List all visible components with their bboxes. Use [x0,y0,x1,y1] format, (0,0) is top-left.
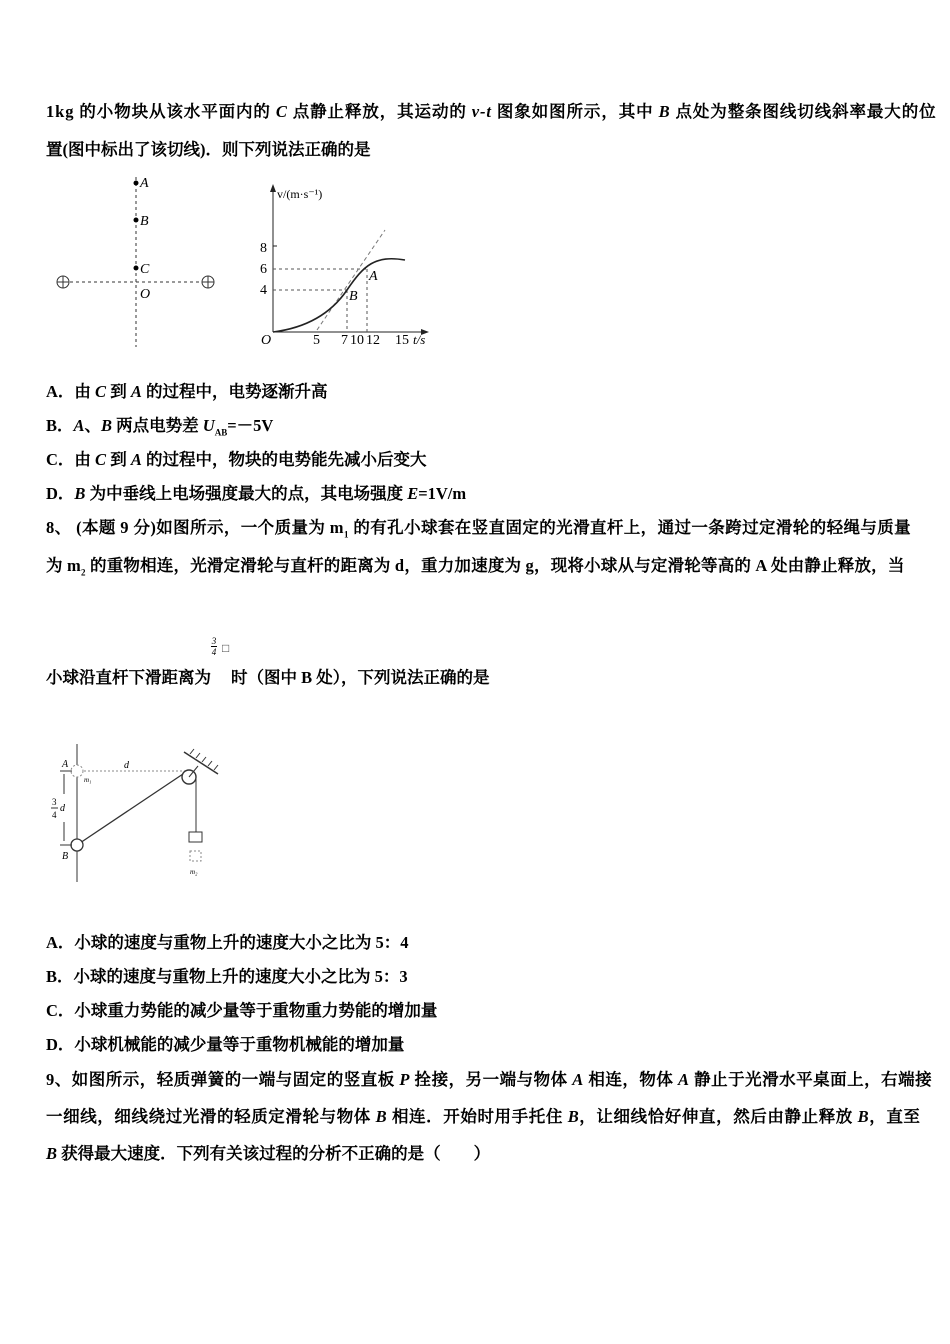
text: B [658,102,671,121]
text: AB [214,427,228,438]
x-tick: 12 [366,333,380,348]
text: 获得最大速度．下列有关该过程的分析不正确的是（ ） [57,1144,491,1163]
text: 的过程中，物块的电势能先减小后变大 [141,450,427,469]
text: B [857,1107,870,1126]
q7-option-c[interactable] [46,450,426,470]
text: 为 m [46,556,81,575]
charge-field-diagram [50,172,230,352]
q7-option-a[interactable] [46,382,327,402]
x-tick: 5 [313,333,320,348]
point-c [134,266,139,271]
frac-den: 4 [52,810,57,820]
text: 小球沿直杆下滑距离为 [46,668,211,687]
label-b: B [140,214,149,229]
ball-position-b [71,839,83,851]
label-a: A [62,759,69,770]
v-t-curve [273,259,405,332]
y-axis-arrow [270,184,276,192]
text: v-t [471,102,492,121]
text: =－5V [227,416,274,435]
text: A．由 [46,382,96,401]
point-a [134,181,139,186]
text: 2 [80,567,86,578]
text: 时（图中 B 处），下列说法正确的是 [231,668,490,687]
q8-option-d[interactable]: D．小球机械能的减少量等于重物机械能的增加量 [46,1035,405,1054]
text: D． [46,484,75,503]
frac-d: d [60,803,65,814]
label-m1: m₁ [84,776,92,784]
text: 1 [343,529,349,540]
point-b [134,218,139,223]
pulley-diagram [48,744,228,889]
text: 1kg 的小物块从该水平面内的 [46,102,276,121]
y-tick: 6 [260,262,267,277]
weight-m2 [189,832,202,842]
text: A [677,1070,690,1089]
q8-option-a[interactable]: A．小球的速度与重物上升的速度大小之比为 5：4 [46,933,409,952]
q8-option-b[interactable]: B．小球的速度与重物上升的速度大小之比为 5：3 [46,967,408,986]
text: B [567,1107,580,1126]
q7-stem-line1 [46,102,937,122]
y-axis-label: v/(m·s⁻¹) [277,187,323,201]
origin-label: O [261,333,272,348]
text: P [399,1070,410,1089]
text: 图象如图所示，其中 [491,102,659,121]
text: A [73,416,85,435]
label-d: d [124,760,129,771]
positive-charge-right [202,276,214,288]
q7-option-d[interactable] [46,484,466,504]
text: B． [46,416,74,435]
label-c: C [140,262,150,277]
ceiling-hatching [190,749,218,770]
text: 的过程中，电势逐渐升高 [141,382,328,401]
text: B [46,1144,58,1163]
v-t-graph [255,180,445,350]
text: U [202,416,215,435]
q8-option-c[interactable]: C．小球重力势能的减少量等于重物重力势能的增加量 [46,1001,438,1020]
text: 9、如图所示，轻质弹簧的一端与固定的竖直板 [46,1070,400,1089]
x-tick: 15 [395,333,409,348]
x-tick: 10 [350,333,364,348]
text: A [572,1070,584,1089]
fraction-three-quarters [211,636,217,657]
weight-m2-final [190,851,201,861]
label-b: B [62,851,69,862]
q9-stem-line3 [46,1144,490,1164]
text: 点静止释放，其运动的 [287,102,472,121]
text: 静止于光滑水平桌面上，右端接 [689,1070,933,1089]
ball-position-a [71,765,83,777]
text: 8、 (本题 9 分)如图所示，一个质量为 m [46,518,344,537]
text: ，直至 [869,1107,921,1126]
text: 、 [84,416,102,435]
q9-stem-line1 [46,1070,932,1090]
text: B [74,484,86,503]
y-tick: 8 [260,241,267,256]
text: 到 [106,450,131,469]
rope [77,774,183,845]
text: C．由 [46,450,96,469]
text: A [130,450,142,469]
q7-stem-line2: 置(图中标出了该切线)．则下列说法正确的是 [46,140,371,159]
text: E [407,484,419,503]
fraction-denominator: 4 [211,647,217,657]
q8-stem-line1 [46,518,911,544]
text: 的有孔小球套在竖直固定的光滑直杆上，通过一条跨过定滑轮的轻绳与质量 [348,518,912,537]
q7-option-b[interactable] [46,416,273,442]
text: 到 [106,382,131,401]
label-o: O [140,287,151,302]
text: 一细线，细线绕过光滑的轻质定滑轮与物体 [46,1107,376,1126]
text: B [375,1107,388,1126]
text: 点处为整条图线切线斜率最大的位 [670,102,937,121]
positive-charge-left [57,276,69,288]
text: 两点电势差 [112,416,203,435]
frac-num: 3 [52,797,57,807]
text: =1V/m [418,484,467,503]
label-m2: m₂ [190,868,198,876]
text: 拴接，另一端与物体 [409,1070,573,1089]
fraction-numerator: 3 [211,636,217,646]
text: C [95,382,107,401]
text: B [101,416,113,435]
text: 为中垂线上电场强度最大的点，其电场强度 [85,484,408,503]
text: C [275,102,288,121]
text: 相连，物体 [583,1070,678,1089]
point-a-label: A [369,269,378,284]
point-b-label: B [349,289,358,304]
text: 的重物相连，光滑定滑轮与直杆的距离为 d，重力加速度为 g，现将小球从与定滑轮等高的 A 处由静止释放，当 [85,556,905,575]
q8-stem-line2 [46,556,905,582]
x-axis-label: t/s [413,332,426,347]
q9-stem-line2 [46,1107,921,1127]
text: ，让细线恰好伸直，然后由静止释放 [579,1107,858,1126]
q8-stem-line3 [46,668,490,688]
text: 相连．开始时用手托住 [387,1107,568,1126]
label-a: A [140,176,149,191]
y-tick: 4 [260,283,267,298]
text: A [130,382,142,401]
x-tick: 7 [341,333,348,348]
text: C [95,450,107,469]
missing-glyph-box: □ [222,641,230,655]
